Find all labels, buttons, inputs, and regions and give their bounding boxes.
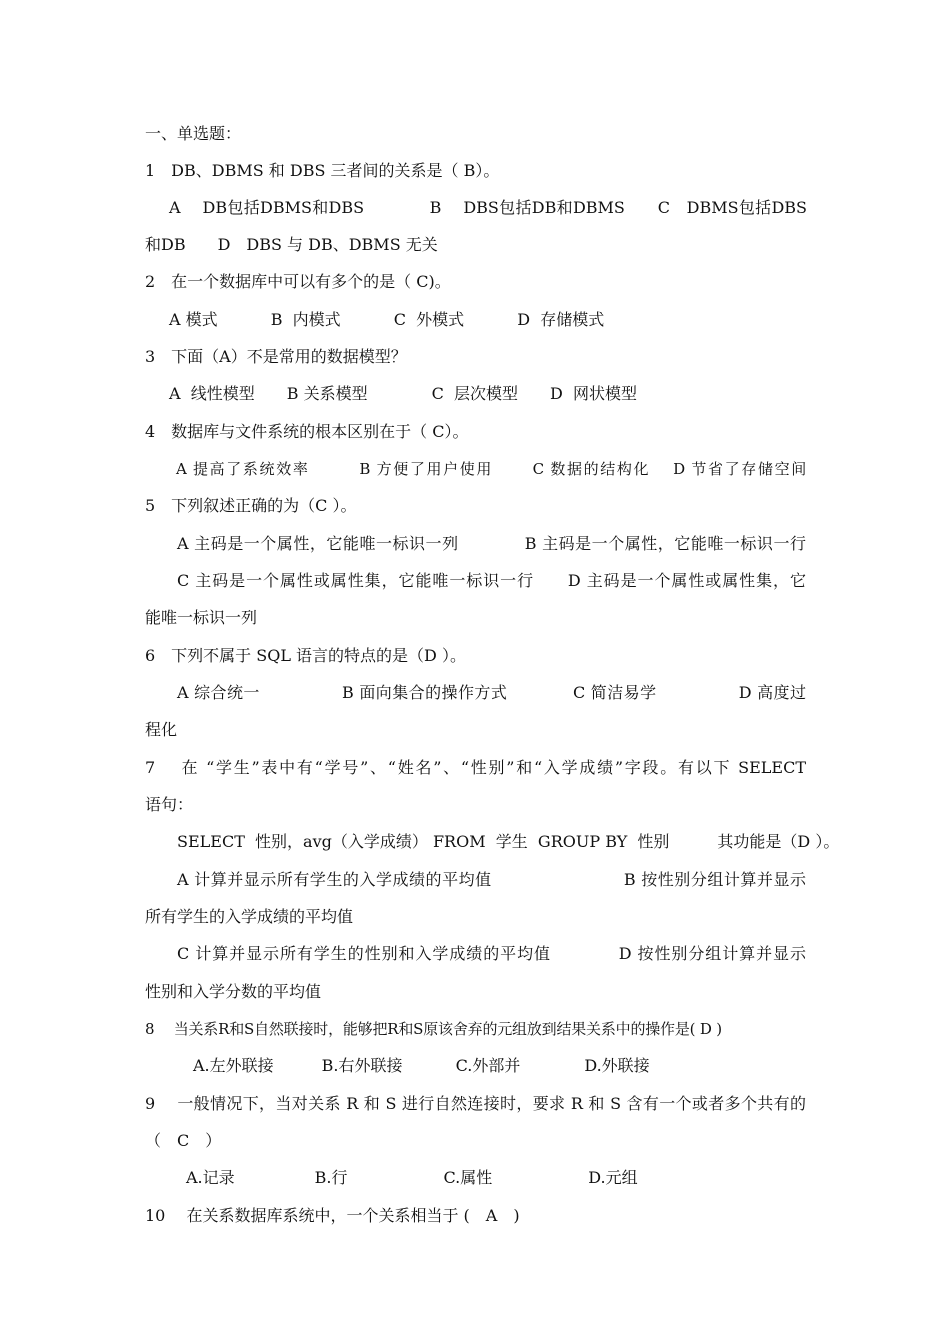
question-5-options-line-3: 能唯一标识一列: [145, 608, 258, 627]
question-3-stem: 3 下面（A）不是常用的数据模型？: [145, 347, 407, 366]
question-4-stem: 4 数据库与文件系统的根本区别在于（ C）。: [145, 422, 469, 441]
question-5-options-line-1: A 主码是一个属性，它能唯一标识一列 B 主码是一个属性，它能唯一标识一行: [177, 534, 806, 553]
question-9-options: A.记录 B.行 C.属性 D.元组: [186, 1168, 638, 1187]
section-title: 一、单选题：: [145, 124, 242, 143]
question-10-stem: 10 在关系数据库系统中，一个关系相当于 ( A ): [145, 1206, 520, 1225]
question-4-options: A 提高了系统效率 B 方便了用户使用 C 数据的结构化 D 节省了存储空间: [176, 460, 806, 478]
question-8-stem: 8 当关系R和S自然联接时，能够把R和S原该舍弃的元组放到结果关系中的操作是( D ): [145, 1020, 722, 1038]
question-7-options-line-2: 所有学生的入学成绩的平均值: [145, 907, 354, 926]
question-7-code: SELECT 性别，avg（入学成绩） FROM 学生 GROUP BY 性别 其功能是（D ）。: [177, 832, 840, 851]
question-5-stem: 5 下列叙述正确的为（C ）。: [145, 496, 357, 515]
question-5-options-line-2: C 主码是一个属性或属性集，它能唯一标识一行 D 主码是一个属性或属性集，它: [177, 571, 806, 590]
question-6-options-line-2: 程化: [145, 720, 178, 739]
question-2-stem: 2 在一个数据库中可以有多个的是（ C)。: [145, 272, 451, 291]
question-6-options-line-1: A 综合统一 B 面向集合的操作方式 C 简洁易学 D 高度过: [177, 683, 806, 702]
question-7-options-line-1: A 计算并显示所有学生的入学成绩的平均值 B 按性别分组计算并显示: [177, 870, 806, 889]
question-2-options: A 模式 B 内模式 C 外模式 D 存储模式: [169, 310, 605, 329]
question-7-stem-line-2: 语句：: [145, 795, 194, 814]
question-7-options-line-3: C 计算并显示所有学生的性别和入学成绩的平均值 D 按性别分组计算并显示: [177, 944, 806, 963]
question-1-stem: 1 DB、DBMS 和 DBS 三者间的关系是（ B）。: [145, 161, 500, 180]
question-1-options-line-1: A DB包括DBMS和DBS B DBS包括DB和DBMS C DBMS包括DBS: [169, 198, 807, 217]
question-9-stem-line-2: （ C ）: [145, 1131, 222, 1150]
question-9-stem-line-1: 9 一般情况下，当对关系 R 和 S 进行自然连接时，要求 R 和 S 含有一个或者多个共有的: [145, 1094, 806, 1113]
question-6-stem: 6 下列不属于 SQL 语言的特点的是（D ）。: [145, 646, 466, 665]
question-3-options: A 线性模型 B 关系模型 C 层次模型 D 网状模型: [169, 384, 637, 403]
question-8-options: A.左外联接 B.右外联接 C.外部并 D.外联接: [193, 1056, 650, 1075]
question-7-options-line-4: 性别和入学分数的平均值: [145, 982, 322, 1001]
question-1-options-line-2: 和DB D DBS 与 DB、DBMS 无关: [145, 235, 438, 254]
question-7-stem-line-1: 7 在 “学生”表中有“学号”、“姓名”、“性别”和“入学成绩”字段。有以下 SELECT: [145, 758, 806, 777]
